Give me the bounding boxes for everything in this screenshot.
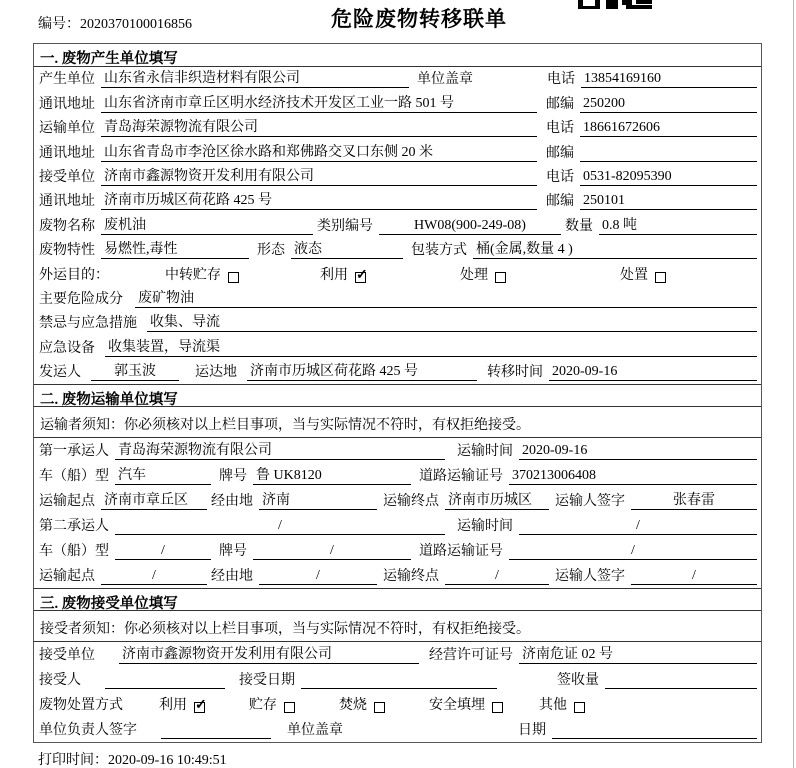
row-receiver	[34, 165, 761, 189]
row-transporter-address	[34, 140, 761, 164]
equipment-value: 收集装置，导流渠	[105, 336, 757, 357]
acceptor-label: 接受人	[39, 673, 81, 689]
hazard-label: 主要危险成分	[39, 291, 123, 307]
category-label: 类别编号	[317, 218, 373, 234]
transporter-zip-value	[580, 146, 757, 162]
destination-label: 运达地	[195, 365, 237, 381]
disposal-option-landfill	[429, 694, 503, 714]
quantity-value: 0.8 吨	[599, 214, 757, 235]
end-value: /	[445, 568, 549, 585]
option-label: 焚烧	[339, 698, 367, 714]
disposal-option-other	[539, 694, 585, 714]
page-edge-divider	[793, 0, 794, 768]
via-value: /	[259, 568, 377, 585]
disposal-option-utilize	[159, 694, 205, 714]
carrier-sign-value: 张春雷	[631, 489, 757, 510]
checkbox-icon	[194, 702, 205, 713]
permit-label: 经营许可证号	[429, 648, 513, 664]
row-disposal-method	[34, 692, 761, 717]
receiver-phone-value: 0531-82095390	[580, 169, 757, 186]
address-label: 通讯地址	[39, 96, 95, 112]
purpose-option-treat	[460, 264, 506, 284]
traits-label: 废物特性	[39, 243, 95, 259]
origin-label: 运输起点	[39, 494, 95, 510]
packaging-value: 桶(金属,数量 4 )	[473, 238, 757, 259]
form-label: 形态	[257, 243, 285, 259]
accept-date-value	[301, 673, 497, 689]
date-value	[552, 723, 757, 739]
row-accepting-unit	[34, 642, 761, 667]
plate-label: 牌号	[219, 544, 247, 560]
vehicle-type-label: 车（船）型	[39, 469, 109, 485]
row-second-carrier	[34, 513, 761, 538]
transporter-notice: 运输者须知：你必须核对以上栏目事项，当与实际情况不符时，有权拒绝接受。	[34, 407, 761, 438]
producer-value: 山东省永信非织造材料有限公司	[101, 67, 409, 88]
transporter-label: 运输单位	[39, 121, 95, 137]
packaging-label: 包装方式	[411, 243, 467, 259]
origin-label: 运输起点	[39, 569, 95, 585]
carrier-sign-value: /	[631, 568, 757, 585]
producer-label: 产生单位	[39, 72, 95, 88]
transport-time-label: 运输时间	[457, 444, 513, 460]
taboo-value: 收集、导流	[147, 311, 757, 332]
row-waste-name	[34, 213, 761, 237]
row-taboo-measures	[34, 311, 761, 335]
row-emergency-equipment	[34, 335, 761, 359]
origin-value: /	[101, 568, 207, 585]
disposal-option-incinerate	[339, 694, 385, 714]
origin-value: 济南市章丘区	[101, 489, 207, 510]
checkbox-icon	[228, 272, 239, 283]
receiver-value: 济南市鑫源物资开发利用有限公司	[101, 165, 537, 186]
receiver-label: 接受单位	[39, 169, 95, 185]
purpose-option-utilize	[320, 264, 366, 284]
receiver-address-value: 济南市历城区荷花路 425 号	[101, 189, 537, 210]
option-label: 贮存	[249, 698, 277, 714]
unit-seal-label: 单位盖章	[417, 72, 473, 88]
row-acceptor	[34, 667, 761, 692]
end-value: 济南市历城区	[445, 489, 549, 510]
receiver-zip-value: 250101	[580, 193, 757, 210]
document-header	[0, 0, 796, 43]
plate-value: 鲁 UK8120	[253, 464, 411, 485]
option-label: 中转贮存	[165, 267, 221, 283]
end-label: 运输终点	[383, 569, 439, 585]
accept-date-label: 接受日期	[239, 673, 295, 689]
manifest-form	[33, 43, 762, 743]
option-label: 利用	[159, 698, 187, 714]
vehicle-type-value: /	[115, 543, 211, 560]
carrier-sign-label: 运输人签字	[555, 569, 625, 585]
checkbox-icon	[355, 272, 366, 283]
phone-label: 电话	[546, 169, 574, 185]
print-time-value: 2020-09-16 10:49:51	[108, 753, 227, 768]
purpose-option-dispose	[620, 264, 666, 284]
option-label: 利用	[320, 267, 348, 283]
acceptor-value	[105, 673, 225, 689]
form-value: 液态	[291, 238, 403, 259]
checkbox-icon	[492, 702, 503, 713]
vehicle-type-label: 车（船）型	[39, 544, 109, 560]
via-label: 经由地	[211, 494, 253, 510]
hazard-value: 废矿物油	[135, 287, 757, 308]
shipper-label: 发运人	[39, 365, 81, 381]
second-carrier-value: /	[115, 518, 445, 535]
row-first-vehicle	[34, 463, 761, 488]
option-label: 处理	[460, 267, 488, 283]
plate-value: /	[253, 543, 411, 560]
road-license-value: 370213006408	[509, 468, 757, 485]
qr-code-icon	[578, 0, 654, 9]
option-label: 处置	[620, 267, 648, 283]
transporter-address-value: 山东省青岛市李沧区徐水路和郑佛路交叉口东侧 20 米	[101, 141, 537, 162]
receipt-qty-label: 签收量	[557, 673, 599, 689]
section3-title: 三. 废物接受单位填写	[34, 588, 761, 611]
purpose-label: 外运目的：	[39, 267, 109, 283]
print-time-label: 打印时间：	[38, 753, 108, 768]
unit-seal-label: 单位盖章	[287, 723, 343, 739]
checkbox-icon	[574, 702, 585, 713]
checkbox-icon	[655, 272, 666, 283]
option-label: 其他	[539, 698, 567, 714]
quantity-label: 数量	[565, 218, 593, 234]
shipper-value: 郭玉波	[91, 360, 179, 381]
row-first-carrier	[34, 438, 761, 463]
accepting-unit-label: 接受单位	[39, 648, 95, 664]
zip-label: 邮编	[546, 96, 574, 112]
taboo-label: 禁忌与应急措施	[39, 316, 137, 332]
via-value: 济南	[259, 489, 377, 510]
row-transporter	[34, 116, 761, 140]
row-hazard-component	[34, 287, 761, 311]
row-producer	[34, 67, 761, 91]
waste-name-label: 废物名称	[39, 218, 95, 234]
first-transport-time-value: 2020-09-16	[519, 443, 757, 460]
row-second-vehicle	[34, 538, 761, 563]
row-shipper	[34, 360, 761, 384]
zip-label: 邮编	[546, 145, 574, 161]
print-time	[38, 749, 796, 768]
transfer-date-value: 2020-09-16	[549, 364, 757, 381]
option-label: 安全填埋	[429, 698, 485, 714]
phone-label: 电话	[546, 121, 574, 137]
vehicle-type-value: 汽车	[115, 464, 211, 485]
date-label: 日期	[518, 723, 546, 739]
phone-label: 电话	[547, 72, 575, 88]
chief-sign-label: 单位负责人签字	[39, 723, 137, 739]
second-carrier-label: 第二承运人	[39, 519, 109, 535]
chief-sign-value	[161, 723, 271, 739]
accepting-unit-value: 济南市鑫源物资开发利用有限公司	[119, 643, 419, 664]
row-purpose	[34, 262, 761, 286]
row-producer-address	[34, 91, 761, 115]
address-label: 通讯地址	[39, 145, 95, 161]
row-chief-signature	[34, 717, 761, 742]
transporter-phone-value: 18661672606	[580, 120, 757, 137]
page-title: 危险废物转移联单	[331, 7, 507, 31]
equipment-label: 应急设备	[39, 340, 95, 356]
end-label: 运输终点	[383, 494, 439, 510]
producer-phone-value: 13854169160	[581, 71, 757, 88]
carrier-sign-label: 运输人签字	[555, 494, 625, 510]
first-carrier-value: 青岛海荣源物流有限公司	[115, 439, 445, 460]
road-license-label: 道路运输证号	[419, 544, 503, 560]
row-receiver-address	[34, 189, 761, 213]
receiver-notice: 接受者须知：你必须核对以上栏目事项，当与实际情况不符时，有权拒绝接受。	[34, 611, 761, 642]
disposal-option-store	[249, 694, 295, 714]
transfer-date-label: 转移时间	[487, 365, 543, 381]
plate-label: 牌号	[219, 469, 247, 485]
section2-title: 二. 废物运输单位填写	[34, 384, 761, 407]
checkbox-icon	[374, 702, 385, 713]
road-license-label: 道路运输证号	[419, 469, 503, 485]
waste-name-value: 废机油	[101, 214, 313, 235]
receipt-qty-value	[605, 673, 757, 689]
disposal-label: 废物处置方式	[39, 698, 123, 714]
checkbox-icon	[284, 702, 295, 713]
purpose-option-transfer-storage	[165, 264, 239, 284]
destination-value: 济南市历城区荷花路 425 号	[247, 360, 477, 381]
serial-value: 2020370100016856	[80, 17, 192, 32]
category-value: HW08(900-249-08)	[379, 218, 561, 235]
section1-title: 一. 废物产生单位填写	[34, 44, 761, 67]
row-first-route	[34, 488, 761, 513]
serial-number	[38, 13, 192, 33]
producer-address-value: 山东省济南市章丘区明水经济技术开发区工业一路 501 号	[101, 92, 537, 113]
second-transport-time-value: /	[519, 518, 757, 535]
row-waste-traits	[34, 238, 761, 262]
row-second-route	[34, 563, 761, 588]
zip-label: 邮编	[546, 194, 574, 210]
transporter-value: 青岛海荣源物流有限公司	[101, 116, 537, 137]
first-carrier-label: 第一承运人	[39, 444, 109, 460]
checkbox-icon	[495, 272, 506, 283]
producer-zip-value: 250200	[580, 96, 757, 113]
traits-value: 易燃性,毒性	[101, 238, 249, 259]
serial-label: 编号：	[38, 17, 80, 32]
via-label: 经由地	[211, 569, 253, 585]
transport-time-label: 运输时间	[457, 519, 513, 535]
road-license-value: /	[509, 543, 757, 560]
address-label: 通讯地址	[39, 194, 95, 210]
permit-value: 济南危证 02 号	[519, 643, 757, 664]
